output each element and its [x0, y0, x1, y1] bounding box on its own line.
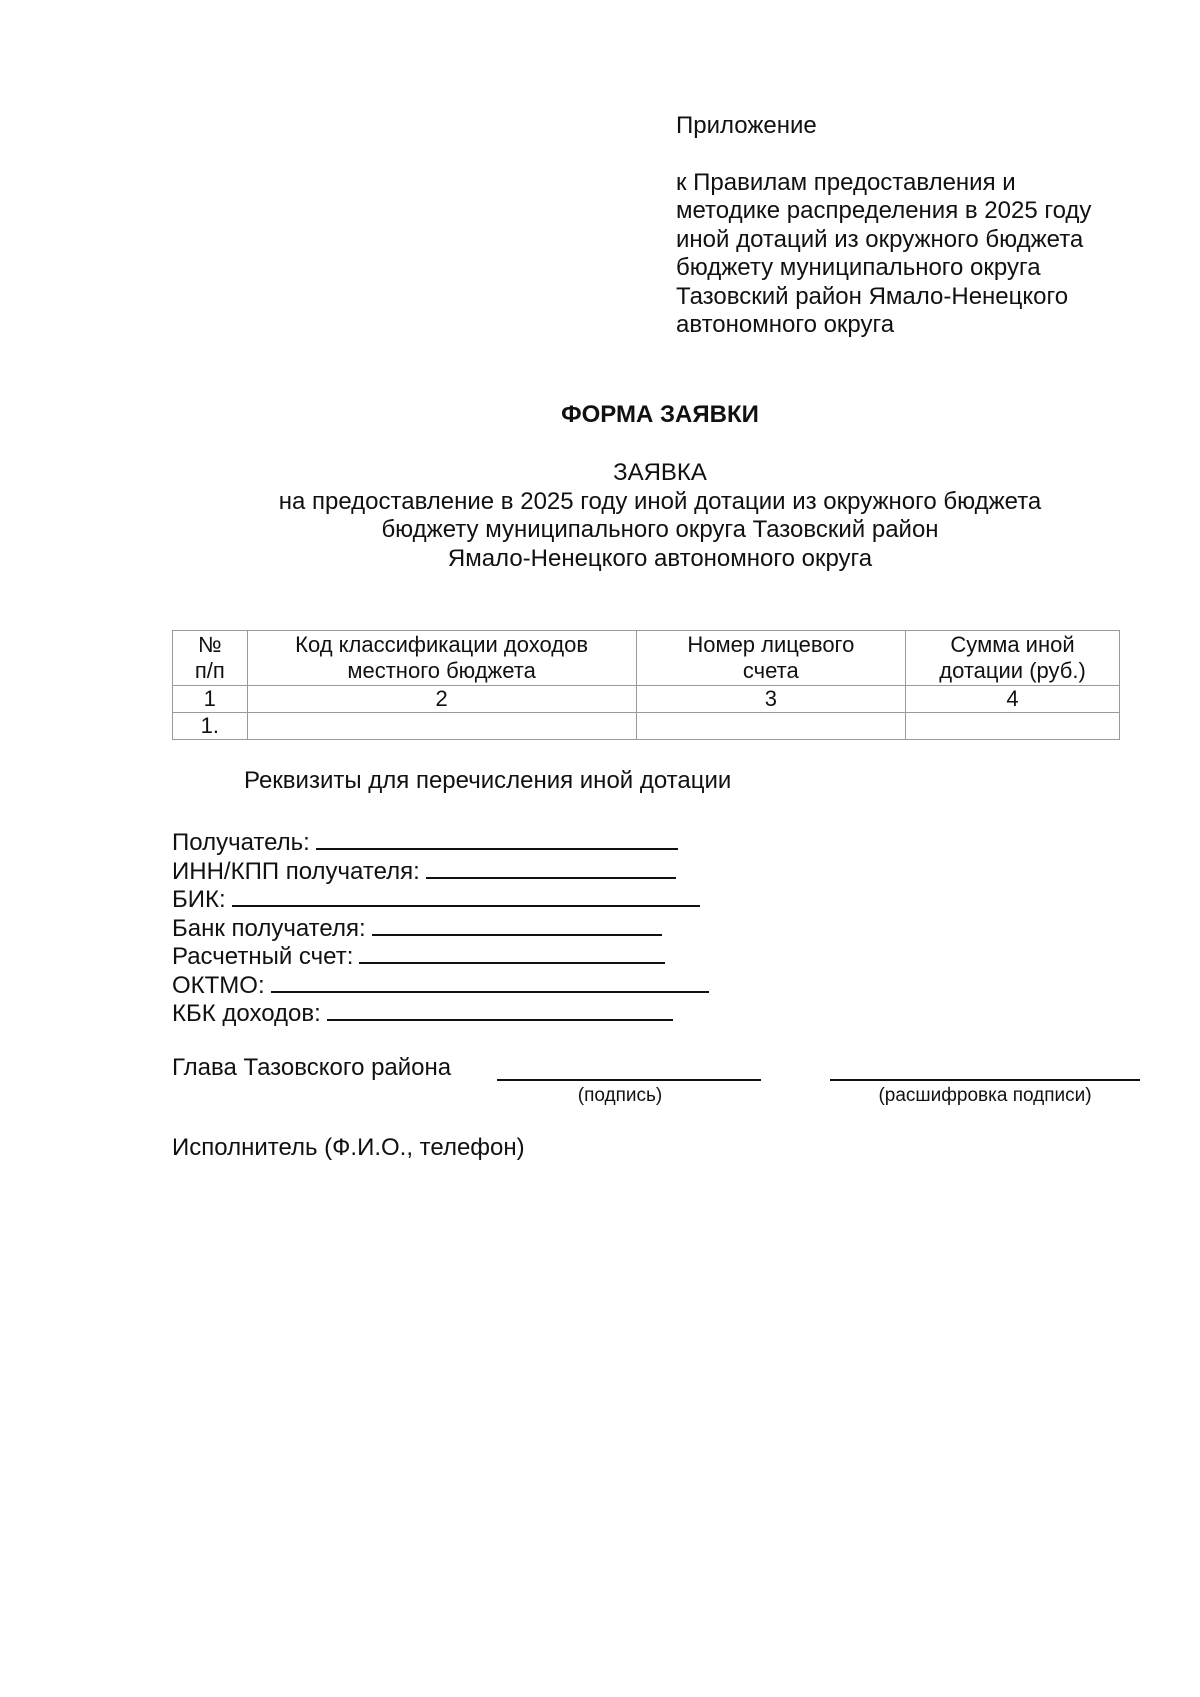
header-income-code: [247, 631, 636, 686]
field-label: КБК доходов:: [172, 1000, 321, 1027]
header-text: Сумма иной: [950, 632, 1075, 657]
appendix-title: Приложение: [676, 112, 817, 139]
field-oktmo: [172, 969, 709, 998]
subsidy-table: [172, 630, 1120, 740]
field-bank: [172, 912, 709, 941]
field-label: Банк получателя:: [172, 914, 366, 942]
header-subsidy-amount: [906, 631, 1120, 686]
requisites-fields: [172, 826, 709, 1026]
fill-line[interactable]: [232, 883, 700, 907]
appendix-line: методике распределения в 2025 году: [676, 197, 1092, 224]
field-recipient: [172, 826, 709, 855]
table-header-row: [173, 631, 1120, 686]
request-heading: [0, 459, 1200, 573]
field-account: [172, 940, 709, 969]
signature-line[interactable]: [497, 1079, 761, 1081]
appendix-line: к Правилам предоставления и: [676, 168, 1016, 196]
appendix-line: бюджету муниципального округа: [676, 254, 1041, 281]
fill-line[interactable]: [426, 855, 676, 879]
fill-line[interactable]: [271, 969, 709, 993]
fill-line[interactable]: [316, 826, 678, 850]
field-label: Получатель:: [172, 829, 310, 856]
signature-label: Глава Тазовского района: [172, 1054, 452, 1081]
header-account-number: [636, 631, 905, 686]
details-title: Реквизиты для перечисления иной дотации: [244, 767, 732, 794]
field-label: ОКТМО:: [172, 971, 265, 999]
field-label: БИК:: [172, 886, 226, 913]
fill-line[interactable]: [372, 912, 662, 936]
signature-caption: (подпись): [577, 1085, 663, 1106]
field-label: Расчетный счет:: [172, 943, 354, 970]
request-line: бюджету муниципального округа Тазовский район: [381, 516, 939, 543]
field-bik: [172, 883, 709, 912]
header-text: Номер лицевого: [687, 632, 855, 657]
table-cell: 1: [173, 686, 248, 713]
form-title: ФОРМА ЗАЯВКИ: [561, 401, 759, 428]
header-text: Код классификации доходов: [295, 632, 589, 657]
field-label: ИНН/КПП получателя:: [172, 857, 420, 885]
field-kbk: [172, 997, 709, 1026]
appendix-line: иной дотаций из окружного бюджета: [676, 225, 1084, 253]
fill-line[interactable]: [359, 940, 665, 964]
header-text: счета: [742, 658, 799, 683]
table-cell: 4: [906, 686, 1120, 713]
table-cell: 1.: [173, 713, 248, 740]
table-cell[interactable]: [636, 713, 905, 740]
table-cell: 3: [636, 686, 905, 713]
field-inn-kpp: [172, 855, 709, 884]
column-number-row: [173, 686, 1120, 713]
request-line: на предоставление в 2025 году иной дотации из окружного бюджета: [278, 487, 1042, 515]
executor-label: Исполнитель (Ф.И.О., телефон): [172, 1134, 525, 1161]
signature-decoding-line[interactable]: [830, 1079, 1140, 1081]
appendix-block: [676, 112, 1156, 340]
appendix-line: автономного округа: [676, 311, 895, 338]
request-title: ЗАЯВКА: [613, 459, 707, 486]
header-text: местного бюджета: [347, 658, 536, 683]
header-text: №: [198, 632, 222, 657]
header-number: [173, 631, 248, 686]
table-cell: 2: [247, 686, 636, 713]
fill-line[interactable]: [327, 997, 673, 1021]
table-row: [173, 713, 1120, 740]
request-line: Ямало-Ненецкого автономного округа: [447, 544, 873, 572]
decoding-caption: (расшифровка подписи): [878, 1085, 1092, 1106]
table-cell[interactable]: [906, 713, 1120, 740]
header-text: п/п: [194, 658, 225, 683]
appendix-line: Тазовский район Ямало-Ненецкого: [676, 282, 1069, 310]
table-cell[interactable]: [247, 713, 636, 740]
header-text: дотации (руб.): [939, 658, 1086, 683]
